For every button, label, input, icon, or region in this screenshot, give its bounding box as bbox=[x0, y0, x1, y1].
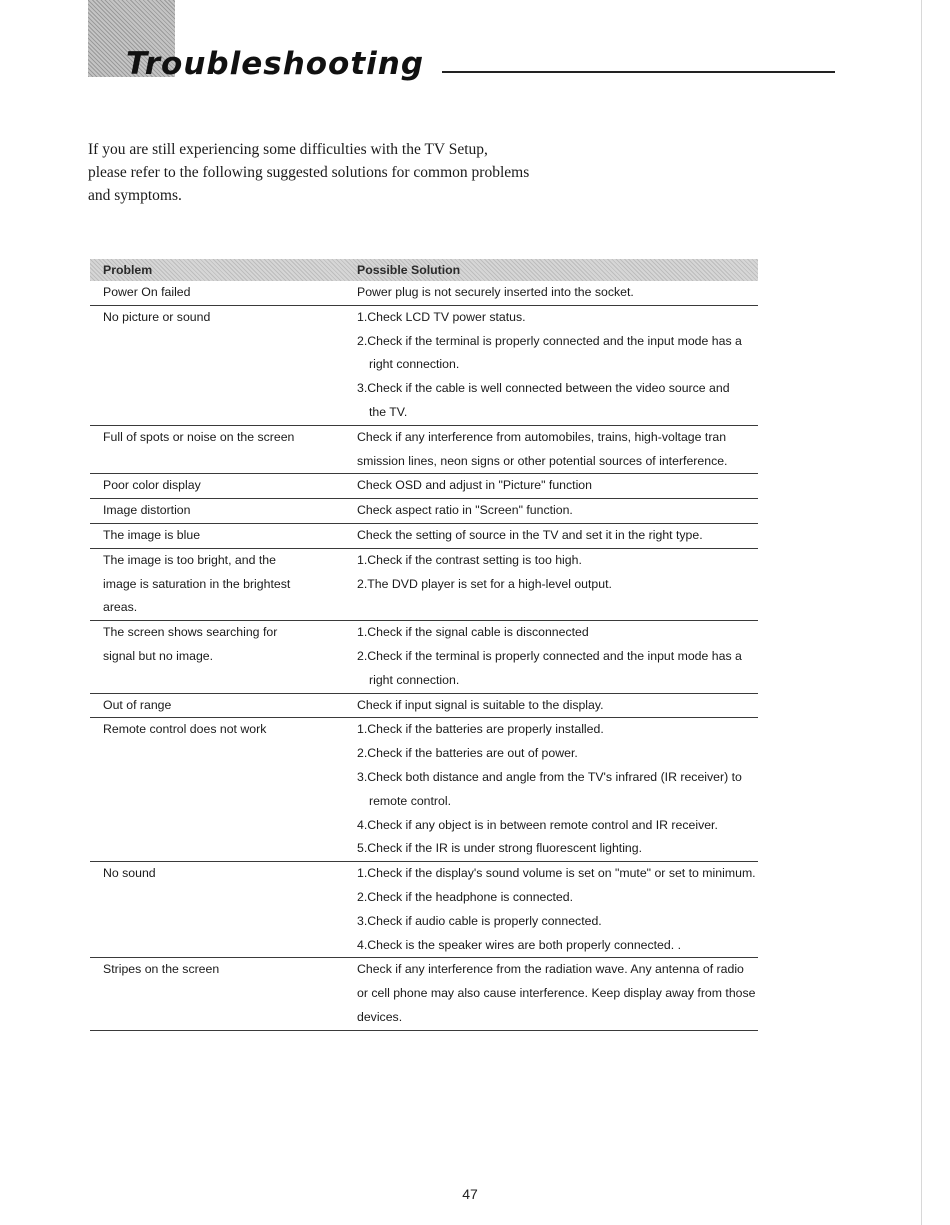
problem-text: Image distortion bbox=[103, 503, 191, 518]
problem-cell bbox=[90, 523, 353, 548]
solution-text: 2.Check if the terminal is properly connected and the input mode has a bbox=[357, 648, 742, 663]
solution-cell bbox=[353, 499, 758, 524]
problem-text: No picture or sound bbox=[103, 309, 211, 324]
solution-cell bbox=[353, 693, 758, 718]
problem-cell bbox=[90, 862, 353, 958]
table-row bbox=[90, 548, 758, 620]
intro-paragraph bbox=[88, 138, 628, 207]
solution-text: right connection. bbox=[369, 672, 460, 687]
solution-text: remote control. bbox=[369, 793, 452, 808]
solution-text: Power plug is not securely inserted into the socket. bbox=[357, 285, 634, 299]
page-title: Troubleshooting bbox=[126, 46, 425, 82]
solution-text: 2.Check if the batteries are out of power. bbox=[357, 746, 578, 761]
solution-text: Check if input signal is suitable to the display. bbox=[357, 697, 604, 712]
solution-text: 2.Check if the headphone is connected. bbox=[357, 889, 574, 904]
solution-text: 1.Check LCD TV power status. bbox=[357, 309, 526, 324]
problem-text: Remote control does not work bbox=[103, 722, 267, 737]
table-body bbox=[90, 281, 758, 1030]
table-row bbox=[90, 305, 758, 425]
title-rule bbox=[442, 71, 835, 73]
solution-text: smission lines, neon signs or other potential sources of interference. bbox=[357, 453, 728, 468]
solution-cell bbox=[353, 862, 758, 958]
problem-text: Stripes on the screen bbox=[103, 962, 220, 977]
table-row bbox=[90, 474, 758, 499]
intro-line: please refer to the following suggested solutions for common problems bbox=[88, 164, 530, 181]
solution-text: Check if any interference from the radiation wave. Any antenna of radio bbox=[357, 962, 744, 977]
solution-text: devices. bbox=[357, 1009, 403, 1024]
solution-text: Check if any interference from automobiles, trains, high-voltage tran bbox=[357, 429, 727, 444]
solution-text: 3.Check if audio cable is properly connected. bbox=[357, 913, 602, 928]
problem-cell bbox=[90, 499, 353, 524]
intro-line: and symptoms. bbox=[88, 187, 182, 204]
solution-text: 3.Check both distance and angle from the TV's infrared (IR receiver) to bbox=[357, 769, 742, 784]
problem-text: image is saturation in the brightest bbox=[103, 576, 291, 591]
problem-text: The screen shows searching for bbox=[103, 625, 278, 640]
table-row bbox=[90, 523, 758, 548]
solution-text: Check the setting of source in the TV and set it in the right type. bbox=[357, 527, 703, 542]
table-row bbox=[90, 621, 758, 693]
problem-cell bbox=[90, 281, 353, 305]
table-row bbox=[90, 718, 758, 862]
solution-text: right connection. bbox=[369, 357, 460, 372]
solution-cell bbox=[353, 718, 758, 862]
solution-text: the TV. bbox=[369, 404, 408, 419]
problem-text: No sound bbox=[103, 866, 156, 881]
solution-text: 3.Check if the cable is well connected between the video source and bbox=[357, 381, 730, 396]
solution-cell bbox=[353, 425, 758, 474]
solution-text: or cell phone may also cause interference. Keep display away from those bbox=[357, 986, 756, 1001]
table-row bbox=[90, 862, 758, 958]
problem-text: Power On failed bbox=[103, 285, 191, 299]
problem-text: signal but no image. bbox=[103, 648, 214, 663]
problem-text: Poor color display bbox=[103, 478, 201, 493]
table-row bbox=[90, 425, 758, 474]
solution-text: 5.Check if the IR is under strong fluorescent lighting. bbox=[357, 841, 643, 856]
solution-cell bbox=[353, 523, 758, 548]
problem-cell bbox=[90, 548, 353, 620]
problem-text: The image is too bright, and the bbox=[103, 552, 276, 567]
solution-text: 4.Check is the speaker wires are both properly connected. . bbox=[357, 937, 681, 952]
problem-text: areas. bbox=[103, 600, 138, 615]
solution-text: 1.Check if the batteries are properly installed. bbox=[357, 722, 604, 737]
solution-cell bbox=[353, 548, 758, 620]
solution-column-header: Possible Solution bbox=[353, 259, 758, 281]
solution-cell bbox=[353, 305, 758, 425]
table-header-row bbox=[90, 259, 758, 281]
solution-text: 1.Check if the contrast setting is too high. bbox=[357, 552, 582, 567]
solution-text: 2.Check if the terminal is properly connected and the input mode has a bbox=[357, 333, 742, 348]
solution-text: Check aspect ratio in "Screen" function. bbox=[357, 503, 573, 518]
problem-cell bbox=[90, 693, 353, 718]
intro-line: If you are still experiencing some difficulties with the TV Setup, bbox=[88, 141, 488, 158]
problem-cell bbox=[90, 621, 353, 693]
table-row bbox=[90, 281, 758, 305]
problem-cell bbox=[90, 958, 353, 1030]
solution-cell bbox=[353, 474, 758, 499]
solution-text: 2.The DVD player is set for a high-level output. bbox=[357, 576, 612, 591]
problem-cell bbox=[90, 425, 353, 474]
problem-text: The image is blue bbox=[103, 527, 201, 542]
table-row bbox=[90, 693, 758, 718]
troubleshooting-table bbox=[90, 259, 758, 1031]
problem-cell bbox=[90, 305, 353, 425]
solution-cell bbox=[353, 958, 758, 1030]
problem-cell bbox=[90, 474, 353, 499]
page-edge-line bbox=[921, 0, 922, 1225]
problem-cell bbox=[90, 718, 353, 862]
solution-text: 1.Check if the display's sound volume is set on "mute" or set to minimum. bbox=[357, 866, 756, 881]
table-row bbox=[90, 958, 758, 1030]
problem-text: Full of spots or noise on the screen bbox=[103, 429, 295, 444]
solution-text: 1.Check if the signal cable is disconnected bbox=[357, 625, 589, 640]
solution-cell bbox=[353, 281, 758, 305]
solution-text: 4.Check if any object is in between remote control and IR receiver. bbox=[357, 817, 718, 832]
solution-text: Check OSD and adjust in "Picture" function bbox=[357, 478, 592, 493]
table-row bbox=[90, 499, 758, 524]
problem-text: Out of range bbox=[103, 697, 172, 712]
problem-column-header: Problem bbox=[90, 259, 353, 281]
solution-cell bbox=[353, 621, 758, 693]
page-number: 47 bbox=[462, 1186, 478, 1202]
